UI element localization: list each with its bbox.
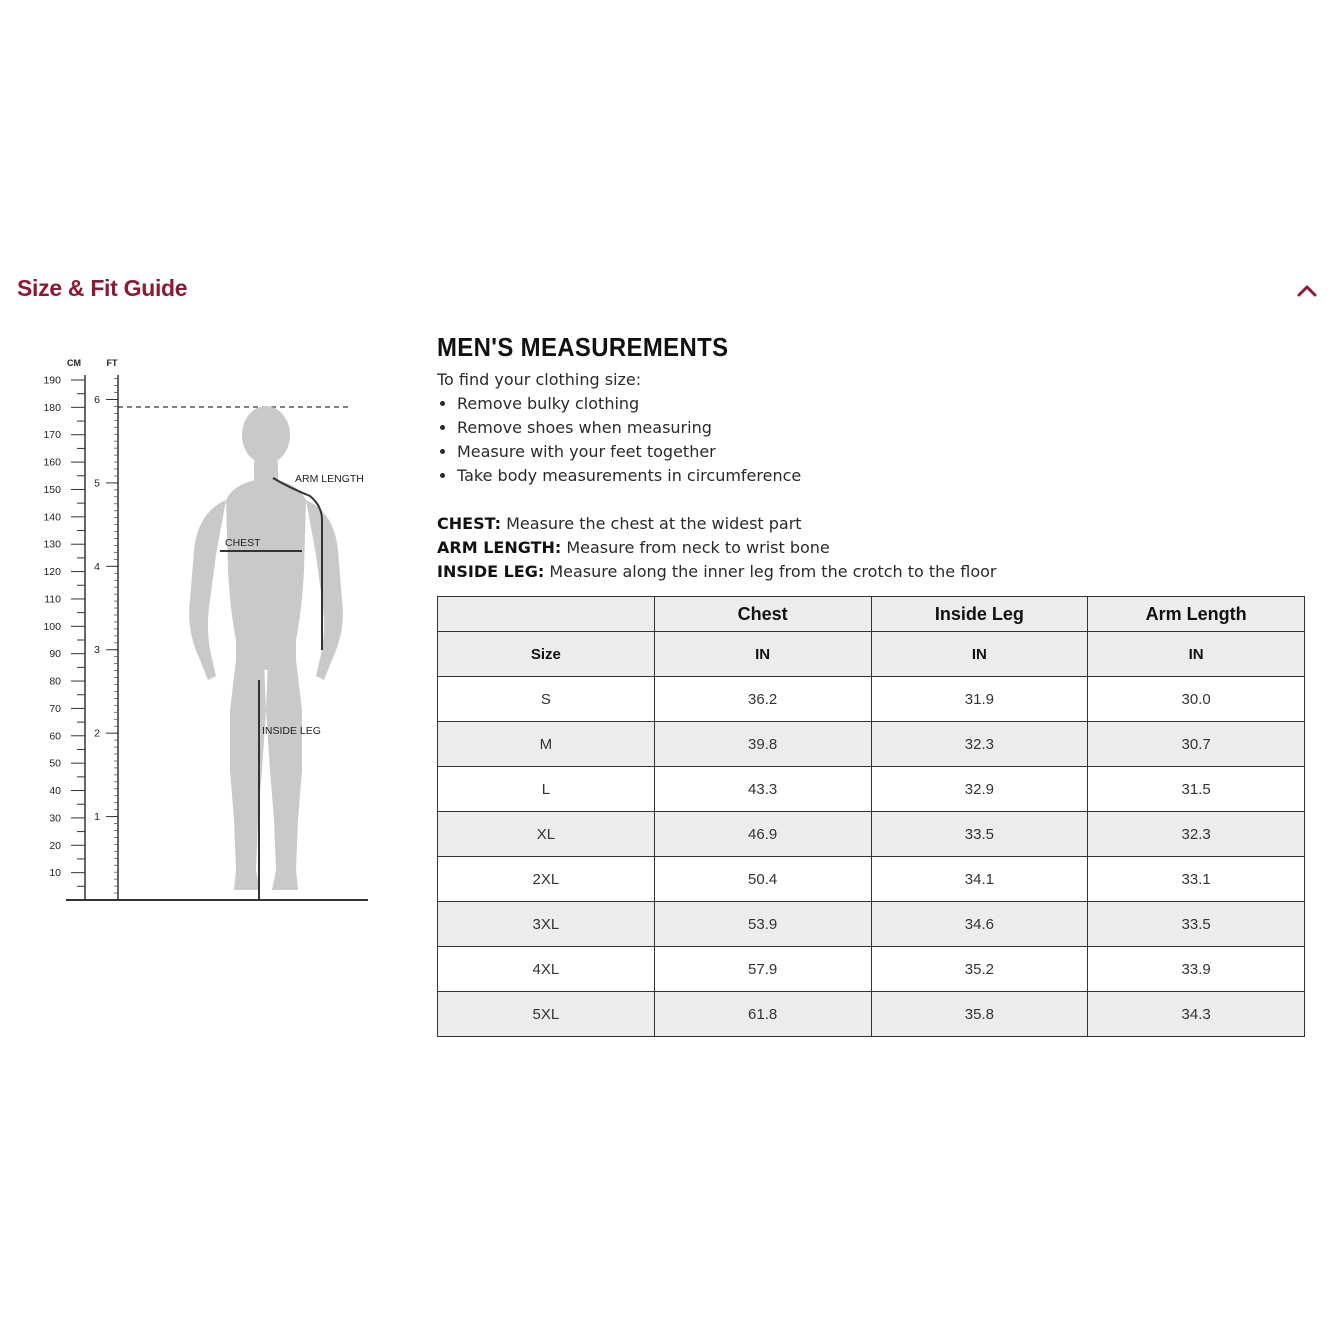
table-header-row [438,597,1305,632]
cm-tick-label: 30 [49,812,61,825]
table-row [438,947,1305,992]
tip-item: • Remove shoes when measuring [457,416,1307,440]
cell-size: 4XL [438,947,655,992]
cell-arm-length: 32.3 [1088,812,1305,857]
subheader-size: Size [438,632,655,677]
ft-tick-label: 3 [94,644,100,657]
definition-term: ARM LENGTH: [437,538,562,557]
cell-size: 2XL [438,857,655,902]
cell-chest: 53.9 [654,902,871,947]
table-row [438,992,1305,1037]
cell-inside-leg: 34.1 [871,857,1088,902]
ft-tick-label: 1 [94,811,100,824]
cell-inside-leg: 32.3 [871,722,1088,767]
header-arm-length: Arm Length [1088,597,1305,632]
cell-inside-leg: 32.9 [871,767,1088,812]
ft-tick-label: 2 [94,727,100,740]
measurements-info [437,332,1307,584]
cm-tick-label: 110 [44,593,61,606]
cm-scale-label: CM [67,358,81,368]
ft-tick-label: 6 [94,393,100,406]
table-row [438,722,1305,767]
cell-arm-length: 30.7 [1088,722,1305,767]
cm-tick-label: 170 [43,429,61,442]
measurement-illustration [30,350,380,910]
cm-tick-label: 70 [49,702,61,715]
cell-arm-length: 34.3 [1088,992,1305,1037]
cell-inside-leg: 31.9 [871,677,1088,722]
table-row [438,812,1305,857]
definition-text: Measure the chest at the widest part [501,514,802,533]
cell-size: L [438,767,655,812]
header-blank [438,597,655,632]
measuring-tips-list [437,392,1307,488]
cell-size: S [438,677,655,722]
ft-ticks [94,379,118,893]
size-fit-guide-header[interactable] [17,275,1317,309]
cm-tick-label: 120 [43,566,61,579]
inside-leg-callout: INSIDE LEG [262,725,321,737]
definition-text: Measure from neck to wrist bone [561,538,830,557]
cell-size: 5XL [438,992,655,1037]
cell-size: M [438,722,655,767]
cell-chest: 61.8 [654,992,871,1037]
cell-chest: 46.9 [654,812,871,857]
cell-inside-leg: 34.6 [871,902,1088,947]
measurements-intro: To find your clothing size: [437,370,642,389]
cm-tick-label: 130 [43,538,61,551]
tip-item: • Take body measurements in circumference [457,464,1307,488]
table-row [438,902,1305,947]
cell-arm-length: 31.5 [1088,767,1305,812]
body-measurement-figure [30,350,380,910]
cm-tick-label: 180 [43,401,61,414]
cm-tick-label: 20 [49,839,61,852]
definition-chest [437,512,1307,536]
table-subheader-row [438,632,1305,677]
size-chart-table [437,596,1305,1037]
subheader-unit: IN [654,632,871,677]
measurement-definitions [437,512,1307,584]
chest-callout: CHEST [225,537,261,549]
tip-item: • Measure with your feet together [457,440,1307,464]
cell-arm-length: 33.1 [1088,857,1305,902]
definition-arm-length [437,536,1307,560]
arm-length-callout: ARM LENGTH [295,473,364,485]
cell-arm-length: 33.5 [1088,902,1305,947]
definition-term: CHEST: [437,514,502,533]
cell-size: 3XL [438,902,655,947]
cm-tick-label: 90 [49,648,61,661]
header-inside-leg: Inside Leg [871,597,1088,632]
cell-chest: 39.8 [654,722,871,767]
ft-tick-label: 5 [94,477,100,490]
cell-size: XL [438,812,655,857]
cm-tick-label: 150 [43,483,61,496]
cell-arm-length: 33.9 [1088,947,1305,992]
cell-chest: 50.4 [654,857,871,902]
definition-inside-leg [437,560,1307,584]
subheader-unit: IN [871,632,1088,677]
cm-tick-label: 50 [49,757,61,770]
cm-tick-label: 40 [49,785,61,798]
cell-chest: 43.3 [654,767,871,812]
cell-inside-leg: 35.2 [871,947,1088,992]
measurements-title: MEN'S MEASUREMENTS [437,332,729,362]
definition-text: Measure along the inner leg from the crotch to the floor [544,562,997,581]
chevron-up-icon[interactable] [1293,277,1321,305]
table-row [438,767,1305,812]
cm-tick-label: 140 [43,511,61,524]
cm-tick-label: 190 [43,374,61,387]
tip-item: • Remove bulky clothing [457,392,1307,416]
cell-arm-length: 30.0 [1088,677,1305,722]
cm-tick-label: 10 [49,867,61,880]
ft-tick-label: 4 [94,560,100,573]
cm-tick-label: 100 [43,620,61,633]
cell-chest: 57.9 [654,947,871,992]
section-title: Size & Fit Guide [17,275,188,301]
cell-chest: 36.2 [654,677,871,722]
cm-tick-label: 60 [49,730,61,743]
definition-term: INSIDE LEG: [437,562,545,581]
table-row [438,857,1305,902]
ft-scale-label: FT [106,358,118,368]
cm-tick-label: 160 [43,456,61,469]
table-row [438,677,1305,722]
header-chest: Chest [654,597,871,632]
cell-inside-leg: 33.5 [871,812,1088,857]
cell-inside-leg: 35.8 [871,992,1088,1037]
cm-ticks [43,375,85,887]
subheader-unit: IN [1088,632,1305,677]
cm-tick-label: 80 [49,675,61,688]
